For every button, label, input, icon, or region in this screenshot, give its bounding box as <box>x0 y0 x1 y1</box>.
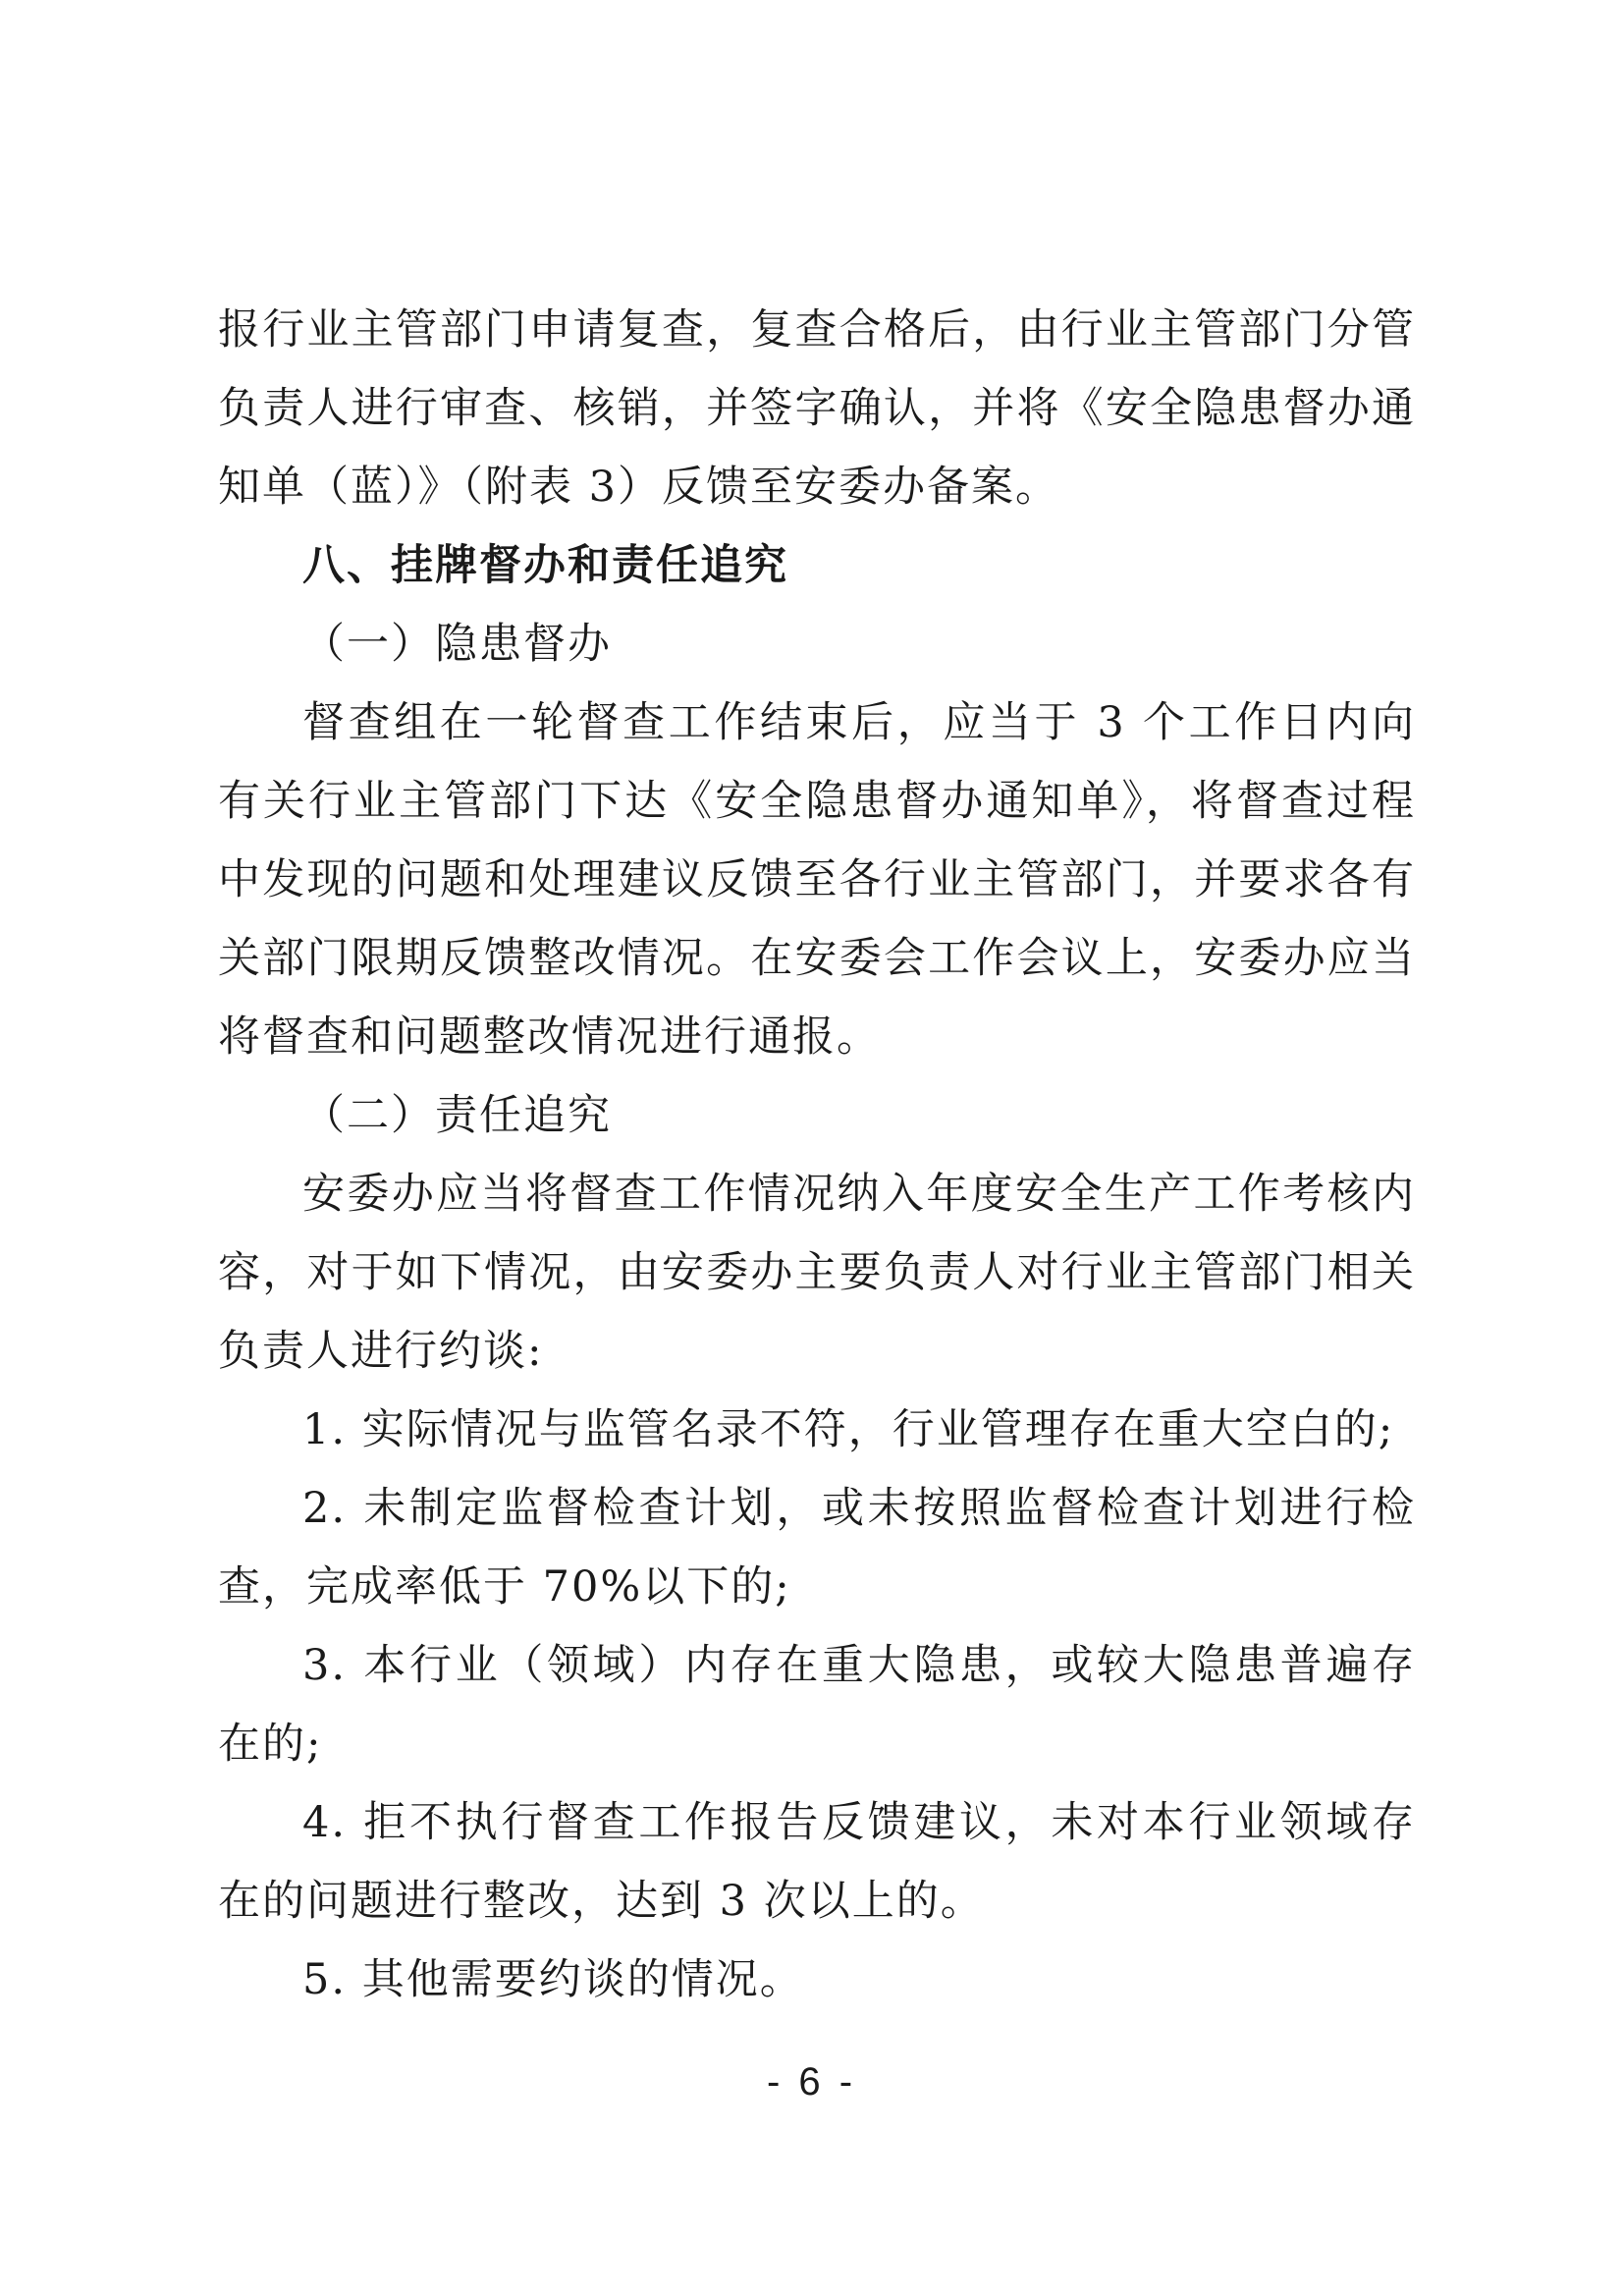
list-item-4: 4. 拒不执行督查工作报告反馈建议，未对本行业领域存在的问题进行整改，达到 3 次以上的。 <box>218 1798 1416 1926</box>
paragraph-continuation: 报行业主管部门申请复查，复查合格后，由行业主管部门分管负责人进行审查、核销，并签字确认，并将《安全隐患督办通知单（蓝）》（附表 3）反馈至安委办备案。 <box>218 305 1416 512</box>
document-body <box>218 291 1416 2019</box>
page-number: - 6 - <box>766 2060 857 2104</box>
subheading-accountability: （二）责任追究 <box>302 1091 612 1140</box>
subheading-hazard-supervision: （一）隐患督办 <box>302 620 612 669</box>
section-heading-8: 八、挂牌督办和责任追究 <box>302 541 788 590</box>
list-item-2: 2. 未制定监督检查计划，或未按照监督检查计划进行检查，完成率低于 70%以下的; <box>218 1484 1416 1612</box>
list-item-3: 3. 本行业（领域）内存在重大隐患，或较大隐患普遍存在的; <box>218 1641 1416 1769</box>
list-item-1: 1. 实际情况与监管名录不符，行业管理存在重大空白的; <box>302 1405 1395 1454</box>
paragraph-hazard-supervision: 督查组在一轮督查工作结束后，应当于 3 个工作日内向有关行业主管部门下达《安全隐患督办通知单》，将督查过程中发现的问题和处理建议反馈至各行业主管部门，并要求各有关部门限期反馈整改情况。在安委会工作会议上，安委办应当将督查和问题整改情况进行通报。 <box>218 698 1416 1062</box>
list-item-5: 5. 其他需要约谈的情况。 <box>302 1955 804 2004</box>
paragraph-accountability: 安委办应当将督查工作情况纳入年度安全生产工作考核内容，对于如下情况，由安委办主要负责人对行业主管部门相关负责人进行约谈: <box>218 1170 1416 1376</box>
